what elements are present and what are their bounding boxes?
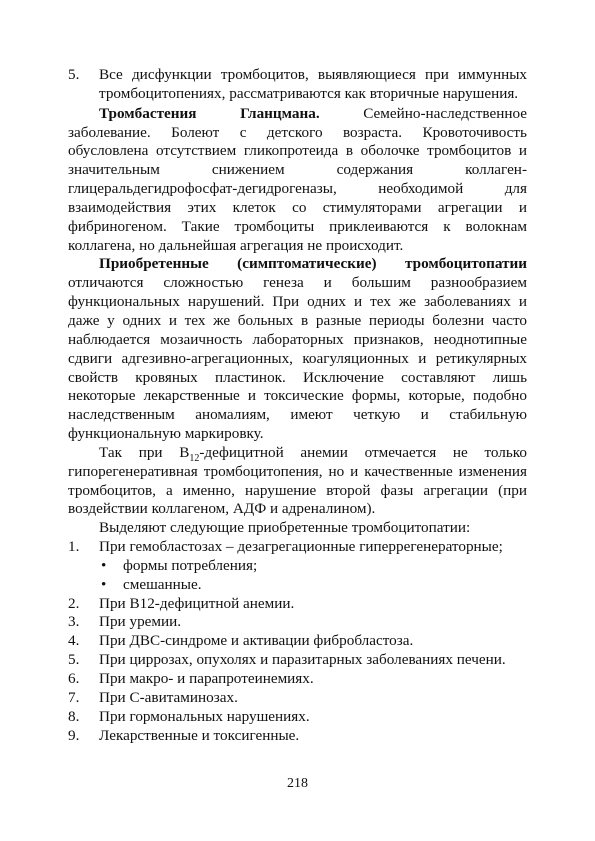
list-item <box>68 632 527 651</box>
page-number: 218 <box>287 776 308 791</box>
list-item-5 <box>68 66 527 104</box>
paragraph-text: Так при В <box>99 443 190 461</box>
list-item <box>68 595 527 614</box>
list-item-text: Лекарственные и токсигенные. <box>99 726 300 744</box>
bullet-mark: • <box>101 556 107 574</box>
bullet-item <box>68 557 527 576</box>
list-item-number: 4. <box>68 632 80 650</box>
subscript: 12 <box>189 452 200 464</box>
list-item-text: Все дисфункции тромбоцитов, выявляющиеся при иммунных тромбоцитопениях, рассматриваются как вторичные нарушения. <box>99 66 527 102</box>
list-item-number: 7. <box>68 688 80 706</box>
list-item-number: 5. <box>68 66 80 83</box>
list-item-text: При ДВС-синдроме и активации фибробластоза. <box>99 632 414 650</box>
bullet-text: смешанные. <box>123 575 202 593</box>
bullet-text: формы потребления; <box>123 556 258 574</box>
list-item-text: При уремии. <box>99 613 182 631</box>
list-item-text: При С-авитаминозах. <box>99 688 238 706</box>
paragraph-list-intro: Выделяют следующие приобретенные тромбоцитопатии: <box>99 519 471 537</box>
paragraph-text: отличаются сложностью генеза и большим разнообразием функциональных нарушений. При одних и тех же заболеваниях и даже у одних и тех же больных в разные периоды болезни часто наблюдается мозаичность лабораторных признаков, неоднотипные сдвиги адгезивно-агрегационных, коагуляционных и ретикулярных свойств кровяных пластинок. Исключение составляют лишь некоторые лекарственные и токсические формы, которые, подобно наследственным аномалиям, имеют четкую и стабильную функциональную маркировку. <box>68 274 527 443</box>
list-item-text: При макро- и парапротеинемиях. <box>99 670 314 687</box>
list-item-text: При гемобластозах – дезагрегационные гиперрегенераторные; <box>99 538 503 556</box>
list-item-number: 3. <box>68 613 80 631</box>
paragraph-acquired <box>68 255 527 443</box>
list-item-text: При гормональных нарушениях. <box>99 707 310 725</box>
bullet-item <box>68 576 527 595</box>
list-item-text: При В12-дефицитной анемии. <box>99 594 295 612</box>
list-item-number: 8. <box>68 707 80 725</box>
paragraph-text: -дефицитной анемии отмечается не только гипорегенеративная тромбоцитопения, но и качественные изменения тромбоцитов, а именно, нарушение второй фазы агрегации (при воздействии коллагеном, АДФ и адреналином). <box>68 443 527 518</box>
list-item <box>68 613 527 632</box>
list-item-number: 1. <box>68 538 80 556</box>
list-item-number: 2. <box>68 594 80 612</box>
term-heading: Тромбастения Гланцмана. <box>99 104 320 122</box>
term-heading: Приобретенные (симптоматические) тромбоцитопатии <box>99 255 527 273</box>
list-item <box>68 708 527 727</box>
list-item-number: 5. <box>68 651 80 669</box>
page-body <box>68 66 527 745</box>
bullet-mark: • <box>101 575 107 593</box>
list-item-text: При циррозах, опухолях и паразитарных заболеваниях печени. <box>99 651 506 669</box>
list-item <box>68 651 527 670</box>
paragraph-text: Семейно-наследственное заболевание. Болеют с детского возраста. Кровоточивость обусловлена отсутствием гликопротеида в оболочке тромбоцитов и значительным снижением содержания коллаген-глицеральдегидрофосфат-дегидрогеназы, необходимой для взаимодействия этих клеток со стимуляторами агрегации и фибриногеном. Такие тромбоциты приклеиваются к волокнам коллагена, но дальнейшая агрегация не происходит. <box>68 104 527 254</box>
paragraph-glanzmann <box>68 105 527 256</box>
list-item-number: 6. <box>68 670 80 687</box>
list-item <box>68 670 527 689</box>
paragraph-b12 <box>68 444 527 519</box>
list-item <box>68 689 527 708</box>
list-item-number: 9. <box>68 726 80 744</box>
list-item <box>68 538 527 557</box>
list-item <box>68 727 527 746</box>
